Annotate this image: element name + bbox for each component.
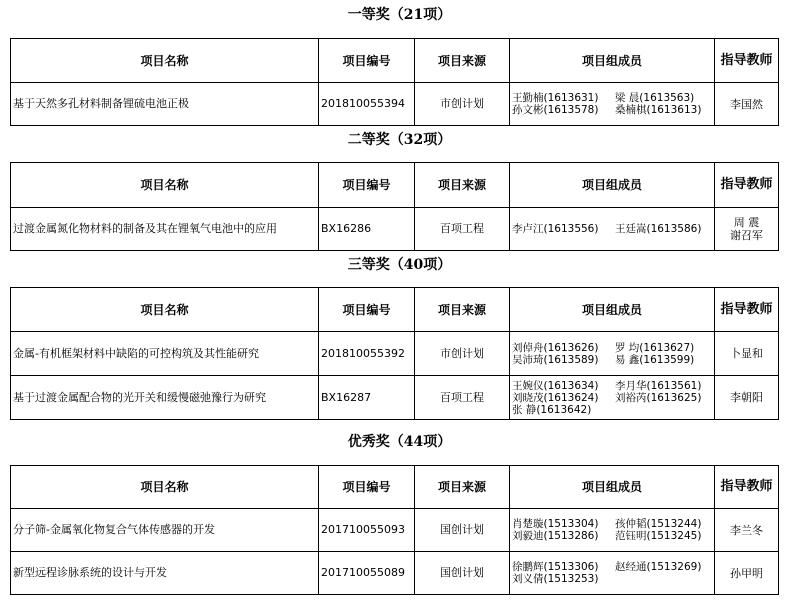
member: 徐鹏辉(1513306) [512,561,599,573]
project-source: 百项工程 [415,376,510,420]
table-header-row [11,163,779,208]
project-members [510,332,715,376]
member: 刘倬舟(1613626) [512,341,599,354]
project-name: 新型远程诊脉系统的设计与开发 [11,552,319,595]
first-prize-table [10,38,779,126]
member: 孩仲韬(1513244) [614,518,702,530]
project-number: BX16287 [319,376,415,420]
project-name: 过渡金属氮化物材料的制备及其在锂氧气电池中的应用 [11,208,319,251]
member [615,573,712,585]
header-project-source: 项目来源 [415,288,510,332]
advisor: 李国然 [715,83,779,126]
header-members: 项目组成员 [510,288,715,332]
header-project-number: 项目编号 [319,163,415,208]
member: 桑楠棋(1613613) [614,104,702,116]
third-prize-table [10,287,779,420]
member: 刘晓茂(1613624) [512,391,599,404]
table-row [11,509,779,552]
header-project-name: 项目名称 [11,466,319,509]
header-project-source: 项目来源 [415,163,510,208]
project-members [510,208,715,251]
header-members: 项目组成员 [510,39,715,83]
section-title-third-prize: 三等奖（40项） [347,257,452,273]
table-header-row [11,288,779,332]
section-title-first-prize: 一等奖（21项） [347,7,452,23]
table-row [11,332,779,376]
member: 肖楚璇(1513304) [512,518,599,530]
header-project-source: 项目来源 [415,39,510,83]
project-number: BX16286 [319,208,415,251]
header-project-number: 项目编号 [319,39,415,83]
advisor: 周 震 谢召军 [715,208,779,251]
project-number: 201810055394 [319,83,415,126]
member: 范钰明(1513245) [614,530,702,542]
member [615,404,712,416]
member: 吴沛琦(1613589) [512,353,599,366]
header-advisor: 指导教师 [715,466,779,509]
project-number: 201810055392 [319,332,415,376]
advisor: 卜显和 [715,332,779,376]
project-source: 市创计划 [415,332,510,376]
member: 张 静(1613642) [512,403,592,416]
member: 王廷嵩(1613586) [614,223,702,235]
section-title-excellence-prize: 优秀奖（44项） [347,434,452,450]
project-number: 201710055089 [319,552,415,595]
member: 王婉仪(1613634) [512,379,599,392]
table-header-row [11,466,779,509]
header-advisor: 指导教师 [715,39,779,83]
member: 梁 晨(1613563) [614,92,695,104]
project-name: 分子筛-金属氧化物复合气体传感器的开发 [11,509,319,552]
project-number: 201710055093 [319,509,415,552]
table-header-row [11,39,779,83]
header-advisor: 指导教师 [715,288,779,332]
member: 刘裕芮(1613625) [614,391,702,404]
second-prize-table [10,162,779,251]
header-project-number: 项目编号 [319,466,415,509]
project-source: 百项工程 [415,208,510,251]
project-members [510,83,715,126]
project-members [510,509,715,552]
header-members: 项目组成员 [510,466,715,509]
member: 赵经通(1513269) [614,561,702,573]
section-title-second-prize: 二等奖（32项） [347,132,452,148]
member: 罗 均(1613627) [614,341,695,354]
member: 易 鑫(1613599) [614,353,695,366]
header-members: 项目组成员 [510,163,715,208]
table-row [11,552,779,595]
project-members [510,376,715,420]
project-name: 金属-有机框架材料中缺陷的可控构筑及其性能研究 [11,332,319,376]
header-advisor: 指导教师 [715,163,779,208]
project-source: 国创计划 [415,509,510,552]
table-row [11,376,779,420]
header-project-name: 项目名称 [11,288,319,332]
member: 刘义倩(1513253) [512,573,599,585]
excellence-prize-table [10,465,779,595]
member: 孙文彬(1613578) [512,104,599,116]
project-source: 市创计划 [415,83,510,126]
header-project-name: 项目名称 [11,39,319,83]
member: 刘毅迪(1513286) [512,530,599,542]
header-project-name: 项目名称 [11,163,319,208]
advisor: 李兰冬 [715,509,779,552]
header-project-number: 项目编号 [319,288,415,332]
advisor: 孙甲明 [715,552,779,595]
project-name: 基于天然多孔材料制备锂硫电池正极 [11,83,319,126]
table-row [11,83,779,126]
member: 王勤楠(1613631) [512,92,599,104]
header-project-source: 项目来源 [415,466,510,509]
member: 李月华(1613561) [614,379,702,392]
project-name: 基于过渡金属配合物的光开关和缓慢磁弛豫行为研究 [11,376,319,420]
table-row [11,208,779,251]
advisor: 李朝阳 [715,376,779,420]
member: 李卢江(1613556) [512,223,599,235]
project-source: 国创计划 [415,552,510,595]
project-members [510,552,715,595]
